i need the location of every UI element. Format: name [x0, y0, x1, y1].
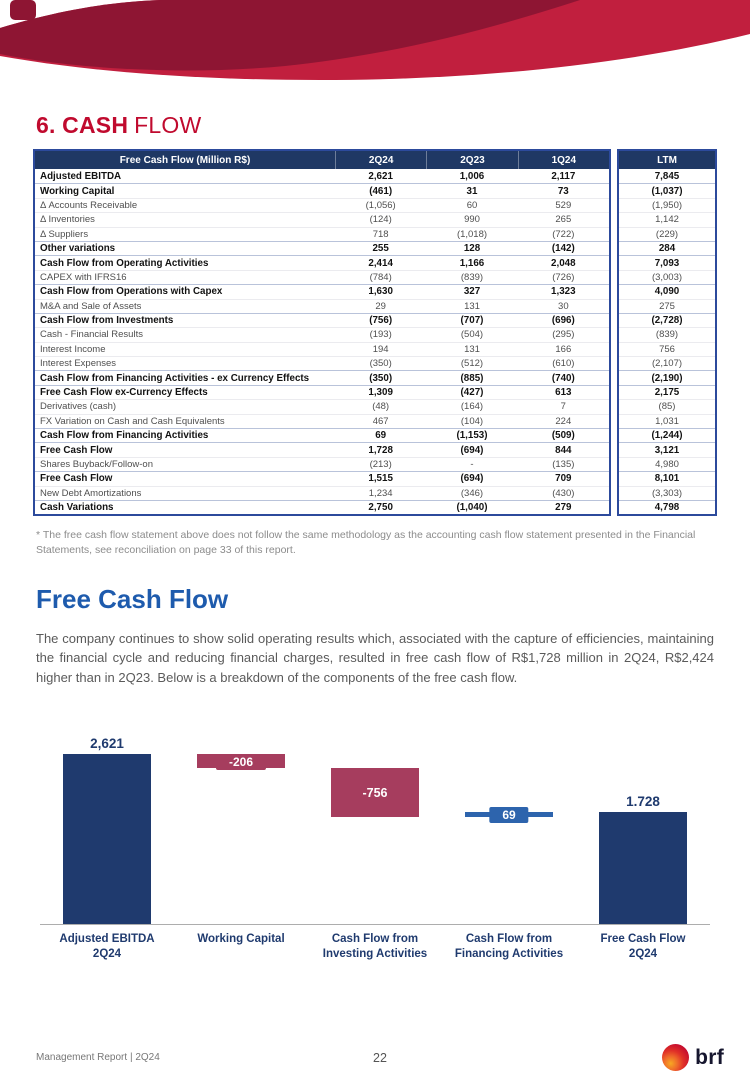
row-value: (461) — [369, 185, 393, 197]
row-value: (707) — [460, 315, 484, 327]
row-value: 30 — [558, 300, 569, 312]
table-row — [35, 183, 609, 197]
table-row-ltm — [619, 169, 715, 183]
waterfall-value-label: 1.728 — [626, 794, 660, 810]
table-row-ltm — [619, 457, 715, 471]
row-label: Cash Flow from Operating Activities — [40, 257, 209, 269]
row-value: 1,234 — [368, 487, 393, 499]
table-row-ltm — [619, 399, 715, 413]
row-label: Shares Buyback/Follow-on — [40, 459, 153, 470]
waterfall-chart — [40, 736, 710, 961]
row-value: 1,309 — [368, 387, 393, 399]
row-value: 73 — [557, 185, 569, 197]
table-row-ltm — [619, 385, 715, 399]
table-row — [35, 241, 609, 255]
table-row-ltm — [619, 227, 715, 241]
row-value-ltm: (1,950) — [651, 199, 683, 211]
table-row-ltm — [619, 255, 715, 269]
row-value: (430) — [552, 487, 575, 499]
row-label: Derivatives (cash) — [40, 401, 117, 413]
table-row — [35, 356, 609, 370]
row-value: 7 — [560, 401, 566, 413]
footer — [36, 1044, 724, 1071]
table-header-1q24: 1Q24 — [518, 151, 609, 169]
row-value: 194 — [372, 343, 389, 355]
row-label: FX Variation on Cash and Cash Equivalents — [40, 415, 225, 427]
row-value-ltm: 4,798 — [654, 502, 680, 514]
row-value: 2,048 — [551, 257, 576, 269]
table-row — [35, 299, 609, 313]
row-value: (346) — [460, 487, 484, 499]
table-row-ltm — [619, 356, 715, 370]
body-paragraph: The company continues to show solid operating results which, associated with the capture of efficiencies, maintaining the financial cycle and reducing financial charges, resulted in free cash flow of R$1,728 million in 2Q24, R$2,424 higher than in 2Q23. Below is a breakdown of the components of the free cash flow. — [36, 630, 714, 685]
row-value: (694) — [460, 473, 484, 485]
row-value: (694) — [460, 444, 484, 456]
table-header-title: Free Cash Flow (Million R$) — [119, 154, 251, 166]
row-value: (1,040) — [456, 502, 488, 514]
section-title-number: 6. CASH — [36, 112, 129, 138]
row-value: 128 — [463, 243, 481, 255]
waterfall-category-label: Adjusted EBITDA 2Q24 — [59, 933, 155, 960]
table-header-ltm: LTM — [657, 154, 677, 166]
waterfall-slot — [40, 736, 174, 924]
row-label: Δ Accounts Receivable — [40, 199, 138, 211]
table-row-ltm — [619, 284, 715, 298]
row-value: (164) — [460, 401, 484, 413]
waterfall-slot — [576, 739, 710, 924]
row-value: (213) — [369, 459, 392, 470]
row-value: 709 — [555, 473, 572, 485]
waterfall-slot — [174, 739, 308, 924]
waterfall-category-label: Free Cash Flow 2Q24 — [600, 933, 686, 960]
waterfall-slot — [308, 739, 442, 924]
table-row — [35, 270, 609, 284]
table-row — [35, 442, 609, 456]
row-value-ltm: (3,003) — [651, 271, 683, 283]
row-value: 31 — [466, 185, 478, 197]
table-row — [35, 227, 609, 241]
table-header-2q23: 2Q23 — [426, 151, 517, 169]
row-label: Cash Flow from Financing Activities - ex Currency Effects — [40, 372, 310, 384]
row-value: 2,117 — [551, 170, 576, 182]
row-value-ltm: 284 — [658, 243, 676, 255]
row-value: (885) — [460, 372, 484, 384]
table-row-ltm — [619, 428, 715, 442]
waterfall-category-labels — [40, 932, 710, 961]
section-title-word: FLOW — [134, 112, 202, 138]
row-value: (350) — [369, 358, 392, 370]
row-value: (295) — [552, 329, 575, 341]
table-row-ltm — [619, 342, 715, 356]
row-value: - — [470, 459, 474, 470]
free-cash-flow-heading: Free Cash Flow — [36, 583, 229, 614]
row-value: 1,728 — [368, 444, 393, 456]
cash-flow-table-main — [33, 149, 611, 516]
row-value: (726) — [552, 271, 575, 283]
row-value-ltm: 4,980 — [655, 459, 679, 470]
row-value: (512) — [460, 358, 484, 370]
row-value-ltm: (2,107) — [651, 358, 683, 370]
waterfall-value-label: 69 — [489, 807, 528, 823]
row-value: 844 — [555, 444, 572, 456]
waterfall-slot — [442, 739, 576, 924]
row-value: 279 — [555, 502, 572, 514]
row-label: Other variations — [40, 243, 116, 255]
row-value: 1,515 — [368, 473, 393, 485]
table-row — [35, 313, 609, 327]
row-value: (193) — [369, 329, 392, 341]
row-label: Cash Flow from Financing Activities — [40, 430, 209, 442]
cash-flow-table — [33, 149, 717, 516]
table-row — [35, 342, 609, 356]
row-value: (1,153) — [456, 430, 488, 442]
row-value: (839) — [460, 271, 484, 283]
table-header-row-ltm — [619, 151, 715, 169]
row-value: (48) — [372, 401, 390, 413]
row-value: 1,006 — [459, 170, 485, 182]
waterfall-category-label: Cash Flow from Financing Activities — [454, 933, 564, 960]
row-value: 2,414 — [368, 257, 393, 269]
table-row-ltm — [619, 471, 715, 485]
table-header-row — [35, 151, 609, 169]
table-row-ltm — [619, 212, 715, 226]
row-value-ltm: (3,303) — [651, 487, 683, 499]
table-row — [35, 212, 609, 226]
row-label: Cash Flow from Investments — [40, 315, 174, 327]
row-value-ltm: (1,037) — [651, 185, 683, 197]
table-row — [35, 385, 609, 399]
row-value-ltm: 4,090 — [654, 286, 680, 298]
table-row — [35, 327, 609, 341]
brf-logo-icon — [662, 1044, 689, 1071]
row-value-ltm: (2,728) — [651, 315, 683, 327]
waterfall-bar — [599, 812, 687, 924]
row-value: 327 — [463, 286, 481, 298]
row-label: Δ Suppliers — [40, 228, 89, 240]
row-value-ltm: 756 — [659, 343, 675, 355]
row-value-ltm: 1,142 — [655, 214, 679, 226]
waterfall-category-label: Cash Flow from Investing Activities — [322, 933, 428, 960]
row-label: CAPEX with IFRS16 — [40, 271, 127, 283]
row-value-ltm: (85) — [658, 401, 676, 413]
brf-logo-text: brf — [695, 1045, 724, 1069]
row-value: (1,018) — [456, 228, 488, 240]
table-row — [35, 198, 609, 212]
table-row-ltm — [619, 270, 715, 284]
row-value-ltm: 8,101 — [654, 473, 680, 485]
table-row — [35, 284, 609, 298]
row-value: 1,630 — [368, 286, 393, 298]
row-value: (696) — [551, 315, 575, 327]
table-footnote: * The free cash flow statement above does not follow the same methodology as the accounting cash flow statement presented in the Financial Statements, see reconciliation on page 33 of this report. — [36, 529, 696, 557]
row-value: (784) — [369, 271, 392, 283]
row-value-ltm: (2,190) — [651, 372, 683, 384]
table-row — [35, 457, 609, 471]
row-label: Interest Income — [40, 343, 106, 355]
row-value: 131 — [464, 300, 480, 312]
table-row-ltm — [619, 183, 715, 197]
row-value: (142) — [551, 243, 575, 255]
page-number: 22 — [373, 1050, 387, 1065]
waterfall-value-label: -206 — [216, 754, 266, 770]
table-row-ltm — [619, 442, 715, 456]
row-value: 990 — [464, 214, 480, 226]
row-value: (104) — [460, 415, 484, 427]
row-value-ltm: 7,093 — [654, 257, 680, 269]
row-value: (504) — [460, 329, 484, 341]
row-value: 467 — [372, 415, 389, 427]
row-value: 224 — [555, 415, 572, 427]
header-band — [0, 0, 750, 84]
row-value: (124) — [369, 214, 392, 226]
row-value: (350) — [369, 372, 393, 384]
footer-label: Management Report | 2Q24 — [36, 1052, 160, 1063]
row-label: Working Capital — [40, 185, 115, 197]
table-row — [35, 169, 609, 183]
table-row-ltm — [619, 241, 715, 255]
table-row-ltm — [619, 299, 715, 313]
waterfall-category-label: Working Capital — [197, 933, 285, 946]
row-value-ltm: (229) — [655, 228, 679, 240]
row-value: 29 — [375, 300, 386, 312]
row-value-ltm: (839) — [655, 329, 679, 341]
row-label: Interest Expenses — [40, 358, 117, 370]
row-value: 1,323 — [551, 286, 576, 298]
row-value: 166 — [555, 343, 572, 355]
row-value-ltm: 3,121 — [654, 444, 680, 456]
row-value: 131 — [464, 343, 480, 355]
row-value: 529 — [555, 199, 572, 211]
row-label: Δ Inventories — [40, 214, 95, 226]
cash-flow-table-ltm — [617, 149, 717, 516]
row-label: Free Cash Flow — [40, 444, 113, 456]
row-value-ltm: (1,244) — [651, 430, 683, 442]
table-row — [35, 414, 609, 428]
row-value: (427) — [460, 387, 484, 399]
table-row-ltm — [619, 486, 715, 500]
row-value: 2,621 — [368, 170, 393, 182]
row-label: Adjusted EBITDA — [40, 170, 122, 182]
table-row — [35, 370, 609, 384]
waterfall-plot-area — [40, 736, 710, 925]
table-body — [35, 169, 609, 514]
row-value: (610) — [552, 358, 575, 370]
row-label: Free Cash Flow ex-Currency Effects — [40, 387, 208, 399]
table-row-ltm — [619, 327, 715, 341]
row-value-ltm: 2,175 — [654, 387, 680, 399]
row-label: Cash Flow from Operations with Capex — [40, 286, 223, 298]
table-row-ltm — [619, 313, 715, 327]
row-label: Cash - Financial Results — [40, 329, 143, 341]
table-row — [35, 255, 609, 269]
header-band-graphic — [0, 0, 750, 84]
row-value: (740) — [551, 372, 575, 384]
table-row — [35, 486, 609, 500]
row-value: 718 — [372, 228, 389, 240]
row-value: (135) — [552, 459, 575, 470]
row-value: (722) — [552, 228, 575, 240]
table-row-ltm — [619, 370, 715, 384]
row-label: M&A and Sale of Assets — [40, 300, 142, 312]
table-row-ltm — [619, 198, 715, 212]
row-label: New Debt Amortizations — [40, 487, 142, 499]
row-value: (1,056) — [365, 199, 396, 211]
table-row — [35, 399, 609, 413]
row-value: 265 — [555, 214, 572, 226]
row-value-ltm: 1,031 — [655, 415, 679, 427]
brf-logo — [662, 1044, 724, 1071]
row-value: 1,166 — [459, 257, 485, 269]
table-row — [35, 471, 609, 485]
waterfall-value-label: 2,621 — [90, 736, 124, 752]
row-value-ltm: 7,845 — [654, 170, 680, 182]
table-body-ltm — [619, 169, 715, 514]
table-row — [35, 428, 609, 442]
row-value: 613 — [555, 387, 572, 399]
row-value: 255 — [372, 243, 389, 255]
row-value: (509) — [551, 430, 575, 442]
row-value: (756) — [369, 315, 393, 327]
row-label: Free Cash Flow — [40, 473, 113, 485]
table-row — [35, 500, 609, 514]
table-header-2q24: 2Q24 — [335, 151, 426, 169]
waterfall-bar — [63, 754, 151, 924]
section-title — [36, 112, 750, 139]
row-value: 69 — [375, 430, 387, 442]
row-value: 60 — [466, 199, 478, 211]
row-label: Cash Variations — [40, 502, 114, 514]
waterfall-value-label: -756 — [362, 786, 388, 801]
table-row-ltm — [619, 500, 715, 514]
row-value: 2,750 — [368, 502, 393, 514]
row-value-ltm: 275 — [659, 300, 675, 312]
table-row-ltm — [619, 414, 715, 428]
